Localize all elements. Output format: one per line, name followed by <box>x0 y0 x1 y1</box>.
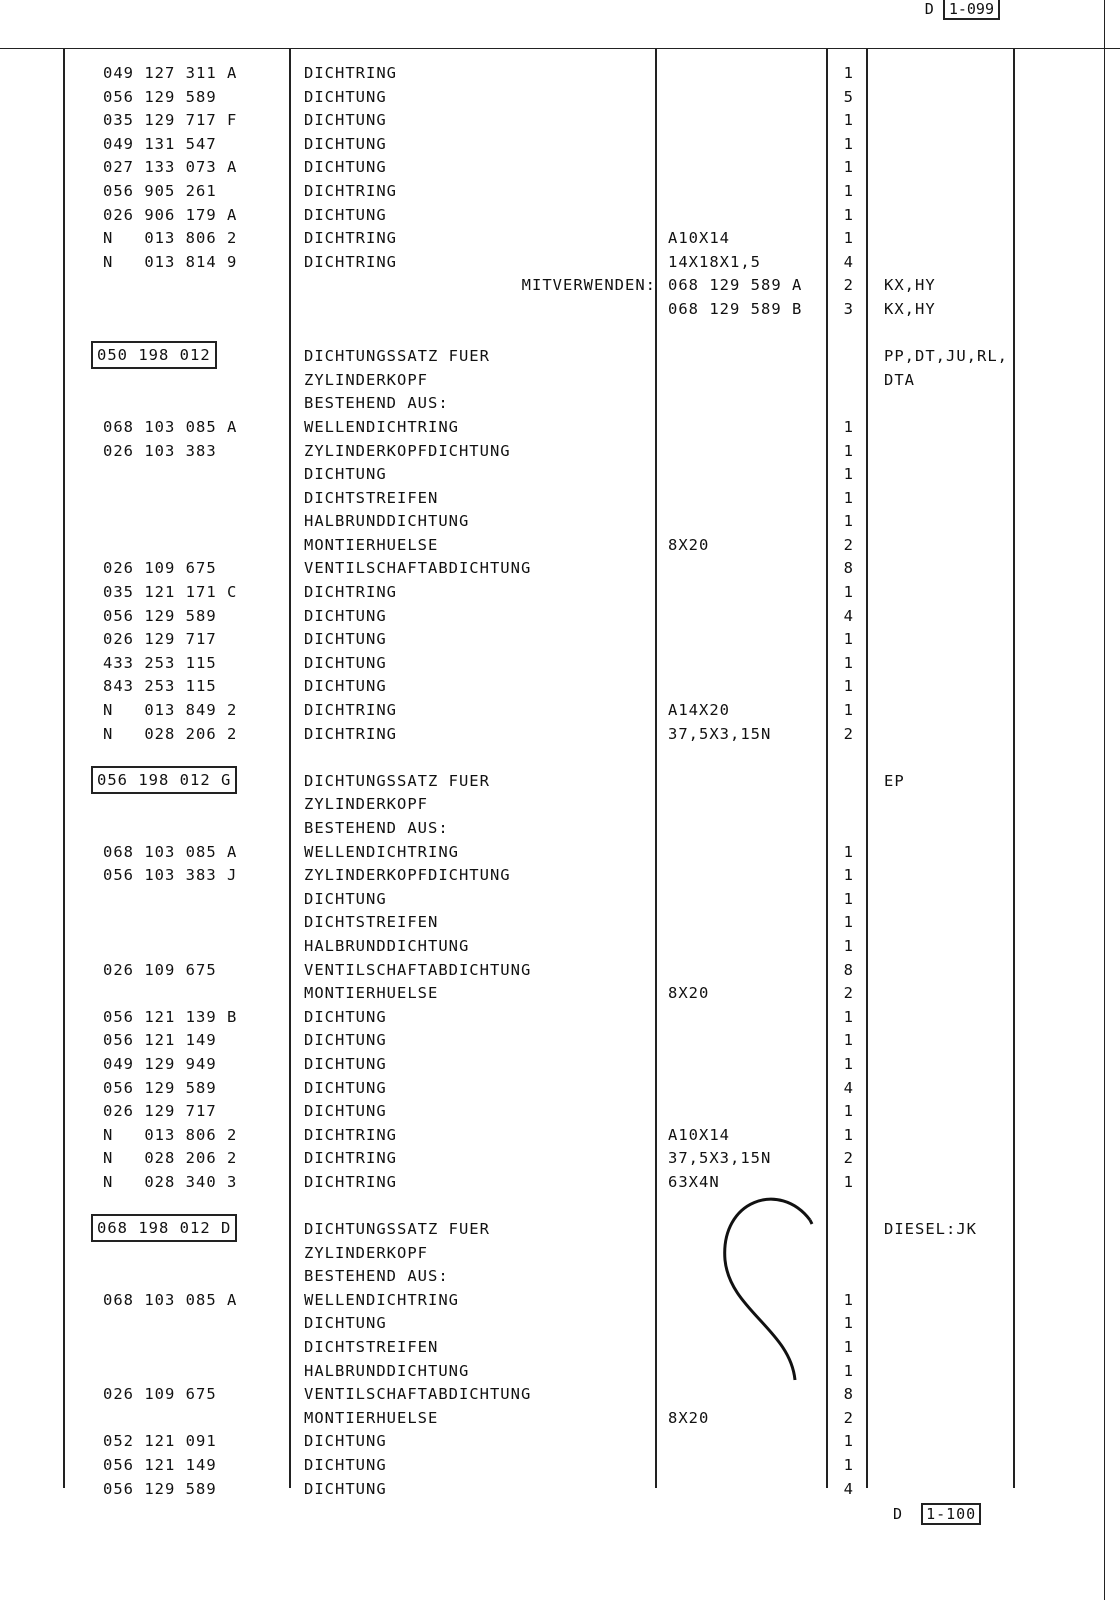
part-number: 026 906 179 A <box>103 205 238 224</box>
part-spec: 63X4N <box>668 1172 720 1191</box>
part-spec: A10X14 <box>668 229 730 248</box>
part-quantity: 1 <box>843 936 854 955</box>
table-row <box>0 1407 1120 1431</box>
part-number: 049 127 311 A <box>103 64 238 82</box>
table-row <box>0 1336 1120 1360</box>
part-description: DICHTRING <box>304 229 397 248</box>
part-quantity: 1 <box>843 1031 854 1050</box>
part-quantity: 4 <box>843 1078 854 1097</box>
part-quantity: 1 <box>843 1456 854 1475</box>
table-row <box>0 982 1120 1006</box>
part-description: DICHTUNG <box>304 677 387 696</box>
part-quantity: 1 <box>843 653 854 672</box>
part-description: DICHTUNG <box>304 1102 387 1121</box>
part-quantity: 2 <box>843 535 854 554</box>
table-row <box>0 487 1120 511</box>
part-description: ZYLINDERKOPF <box>304 795 428 814</box>
part-quantity: 1 <box>843 842 854 861</box>
table-row <box>0 1029 1120 1053</box>
table-row <box>0 581 1120 605</box>
part-quantity: 8 <box>843 960 854 979</box>
table-row <box>0 723 1120 747</box>
part-quantity: 2 <box>843 724 854 743</box>
part-number: 056 121 149 <box>103 1031 217 1050</box>
pen-scribble <box>700 1190 840 1390</box>
part-application: PP,DT,JU,RL, <box>884 347 1008 366</box>
page-footer <box>893 1505 981 1523</box>
top-rule <box>0 48 1120 49</box>
part-quantity: 8 <box>843 559 854 578</box>
part-spec: 068 129 589 B <box>668 299 803 318</box>
part-quantity: 1 <box>843 1125 854 1144</box>
part-quantity: 1 <box>843 441 854 460</box>
table-row <box>0 227 1120 251</box>
part-quantity: 2 <box>843 984 854 1003</box>
part-spec: A10X14 <box>668 1125 730 1144</box>
part-number: 056 129 589 <box>103 1479 217 1498</box>
part-description: DICHTUNG <box>304 1007 387 1026</box>
part-description: VENTILSCHAFTABDICHTUNG <box>304 559 532 578</box>
table-row <box>0 746 1120 770</box>
part-description: DICHTRING <box>304 64 397 82</box>
part-number: N 028 206 2 <box>103 724 238 743</box>
part-quantity: 5 <box>843 87 854 106</box>
table-row <box>0 534 1120 558</box>
part-number: N 013 814 9 <box>103 252 238 271</box>
table-row <box>0 699 1120 723</box>
part-quantity: 1 <box>843 1338 854 1357</box>
part-number: 433 253 115 <box>103 653 217 672</box>
part-number: 026 129 717 <box>103 630 217 649</box>
part-quantity: 1 <box>843 1054 854 1073</box>
table-row <box>0 62 1120 86</box>
part-description: DICHTUNG <box>304 606 387 625</box>
part-application: KX,HY <box>884 276 936 295</box>
part-spec: 8X20 <box>668 1408 710 1427</box>
table-row <box>0 841 1120 865</box>
part-description: DICHTRING <box>304 701 397 720</box>
part-description: HALBRUNDDICHTUNG <box>304 512 470 531</box>
part-number: 027 133 073 A <box>103 158 238 177</box>
part-quantity: 1 <box>843 512 854 531</box>
part-description: DICHTRING <box>304 1149 397 1168</box>
part-spec: 8X20 <box>668 984 710 1003</box>
part-description: DICHTUNG <box>304 889 387 908</box>
table-row <box>0 1218 1120 1242</box>
table-row <box>0 1147 1120 1171</box>
part-quantity: 1 <box>843 1172 854 1191</box>
part-quantity: 1 <box>843 630 854 649</box>
part-number: 049 131 547 <box>103 134 217 153</box>
table-row <box>0 1430 1120 1454</box>
part-quantity: 2 <box>843 1408 854 1427</box>
table-row <box>0 392 1120 416</box>
part-spec: 068 129 589 A <box>668 276 803 295</box>
part-quantity: 1 <box>843 111 854 130</box>
part-spec: 37,5X3,15N <box>668 1149 772 1168</box>
part-number: 050 198 012 <box>93 343 215 367</box>
table-row <box>0 345 1120 369</box>
part-description: DICHTUNG <box>304 1054 387 1073</box>
table-row <box>0 369 1120 393</box>
table-row <box>0 322 1120 346</box>
part-quantity: 1 <box>843 677 854 696</box>
part-number: 052 121 091 <box>103 1432 217 1451</box>
part-description: DICHTUNG <box>304 158 387 177</box>
table-row <box>0 1454 1120 1478</box>
part-number: 026 103 383 <box>103 441 217 460</box>
table-row <box>0 204 1120 228</box>
part-number: 056 121 139 B <box>103 1007 238 1026</box>
part-description: MONTIERHUELSE <box>304 984 439 1003</box>
part-description: DICHTUNGSSATZ FUER <box>304 771 490 790</box>
part-description: DICHTSTREIFEN <box>304 1338 439 1357</box>
part-description: DICHTRING <box>304 181 397 200</box>
part-number: N 028 340 3 <box>103 1172 238 1191</box>
part-quantity: 4 <box>843 1479 854 1498</box>
part-quantity: 1 <box>843 158 854 177</box>
part-description: DICHTUNG <box>304 1456 387 1475</box>
part-number: 056 121 149 <box>103 1456 217 1475</box>
part-description: DICHTUNG <box>304 630 387 649</box>
part-quantity: 1 <box>843 488 854 507</box>
part-quantity: 1 <box>843 866 854 885</box>
header-page-number: 1-099 <box>943 0 1000 20</box>
part-number: 056 905 261 <box>103 181 217 200</box>
part-number: N 013 806 2 <box>103 229 238 248</box>
part-description: MONTIERHUELSE <box>304 535 439 554</box>
table-row <box>0 911 1120 935</box>
table-row <box>0 1312 1120 1336</box>
table-row <box>0 274 1120 298</box>
table-row <box>0 180 1120 204</box>
part-number: N 013 849 2 <box>103 701 238 720</box>
part-quantity: 8 <box>843 1385 854 1404</box>
part-description: VENTILSCHAFTABDICHTUNG <box>304 960 532 979</box>
table-row <box>0 1077 1120 1101</box>
part-description: HALBRUNDDICHTUNG <box>304 1361 470 1380</box>
part-description: BESTEHEND AUS: <box>304 1267 449 1286</box>
part-number: 056 103 383 J <box>103 866 238 885</box>
part-quantity: 1 <box>843 134 854 153</box>
part-quantity: 1 <box>843 1102 854 1121</box>
part-quantity: 1 <box>843 465 854 484</box>
part-number: 068 103 085 A <box>103 417 238 436</box>
part-description: MONTIERHUELSE <box>304 1408 439 1427</box>
part-description: DICHTUNG <box>304 465 387 484</box>
part-quantity: 4 <box>843 606 854 625</box>
page-header <box>925 0 1000 18</box>
also-use-label: MITVERWENDEN: <box>521 276 656 295</box>
part-number: 049 129 949 <box>103 1054 217 1073</box>
part-application: DIESEL:JK <box>884 1220 977 1239</box>
parts-list <box>0 62 1120 1501</box>
part-quantity: 1 <box>843 181 854 200</box>
part-application: EP <box>884 771 905 790</box>
part-number: 035 129 717 F <box>103 111 238 130</box>
part-number: 056 129 589 <box>103 1078 217 1097</box>
part-description: DICHTSTREIFEN <box>304 913 439 932</box>
part-quantity: 2 <box>843 1149 854 1168</box>
part-quantity: 1 <box>843 1290 854 1309</box>
part-quantity: 1 <box>843 889 854 908</box>
table-row <box>0 1478 1120 1502</box>
part-number: 026 109 675 <box>103 1385 217 1404</box>
part-quantity: 1 <box>843 1314 854 1333</box>
part-description: DICHTUNG <box>304 87 387 106</box>
part-description: DICHTUNG <box>304 134 387 153</box>
table-row <box>0 1360 1120 1384</box>
part-description: DICHTUNG <box>304 1314 387 1333</box>
part-description: DICHTUNG <box>304 1031 387 1050</box>
part-description: DICHTUNG <box>304 1432 387 1451</box>
part-quantity: 1 <box>843 229 854 248</box>
part-description: DICHTRING <box>304 1125 397 1144</box>
part-number: N 028 206 2 <box>103 1149 238 1168</box>
table-row <box>0 675 1120 699</box>
part-quantity: 1 <box>843 583 854 602</box>
part-number: 056 129 589 <box>103 606 217 625</box>
part-description: DICHTUNG <box>304 1479 387 1498</box>
table-row <box>0 935 1120 959</box>
part-number: 056 129 589 <box>103 87 217 106</box>
part-number: 068 103 085 A <box>103 842 238 861</box>
part-description: WELLENDICHTRING <box>304 1290 459 1309</box>
part-quantity: 1 <box>843 205 854 224</box>
part-number: 026 109 675 <box>103 559 217 578</box>
table-row <box>0 133 1120 157</box>
table-row <box>0 1006 1120 1030</box>
table-row <box>0 1053 1120 1077</box>
table-row <box>0 1242 1120 1266</box>
part-quantity: 2 <box>843 276 854 295</box>
part-number: N 013 806 2 <box>103 1125 238 1144</box>
table-row <box>0 959 1120 983</box>
part-description: ZYLINDERKOPF <box>304 370 428 389</box>
table-row <box>0 298 1120 322</box>
part-description: WELLENDICHTRING <box>304 842 459 861</box>
table-row <box>0 1289 1120 1313</box>
table-row <box>0 770 1120 794</box>
part-description: VENTILSCHAFTABDICHTUNG <box>304 1385 532 1404</box>
part-quantity: 1 <box>843 417 854 436</box>
part-description: DICHTUNGSSATZ FUER <box>304 1220 490 1239</box>
part-quantity: 1 <box>843 1432 854 1451</box>
table-row <box>0 416 1120 440</box>
part-description: ZYLINDERKOPFDICHTUNG <box>304 441 511 460</box>
table-row <box>0 109 1120 133</box>
part-quantity: 1 <box>843 913 854 932</box>
table-row <box>0 251 1120 275</box>
table-row <box>0 793 1120 817</box>
table-row <box>0 510 1120 534</box>
part-spec: A14X20 <box>668 701 730 720</box>
part-number: 056 198 012 G <box>93 768 235 792</box>
table-row <box>0 1171 1120 1195</box>
part-number: 068 198 012 D <box>93 1216 235 1240</box>
table-row <box>0 888 1120 912</box>
footer-prefix: D <box>893 1505 904 1523</box>
part-number: 026 109 675 <box>103 960 217 979</box>
part-description: DICHTRING <box>304 1172 397 1191</box>
table-row <box>0 440 1120 464</box>
part-description: DICHTUNG <box>304 111 387 130</box>
part-quantity: 3 <box>843 299 854 318</box>
part-description: BESTEHEND AUS: <box>304 394 449 413</box>
part-application: DTA <box>884 370 915 389</box>
part-quantity: 1 <box>843 64 854 82</box>
table-row <box>0 156 1120 180</box>
header-prefix: D <box>924 0 934 18</box>
part-spec: 8X20 <box>668 535 710 554</box>
table-row <box>0 1100 1120 1124</box>
table-row <box>0 1195 1120 1219</box>
part-application: KX,HY <box>884 299 936 318</box>
part-number: 843 253 115 <box>103 677 217 696</box>
table-row <box>0 86 1120 110</box>
part-quantity: 1 <box>843 701 854 720</box>
table-row <box>0 652 1120 676</box>
part-description: DICHTUNG <box>304 1078 387 1097</box>
part-description: ZYLINDERKOPFDICHTUNG <box>304 866 511 885</box>
part-description: WELLENDICHTRING <box>304 417 459 436</box>
part-quantity: 4 <box>843 252 854 271</box>
table-row <box>0 1124 1120 1148</box>
part-description: ZYLINDERKOPF <box>304 1243 428 1262</box>
part-number: 068 103 085 A <box>103 1290 238 1309</box>
table-row <box>0 1265 1120 1289</box>
table-row <box>0 605 1120 629</box>
part-description: BESTEHEND AUS: <box>304 819 449 837</box>
table-row <box>0 628 1120 652</box>
part-spec: 37,5X3,15N <box>668 724 772 743</box>
part-description: DICHTRING <box>304 252 397 271</box>
table-row <box>0 463 1120 487</box>
part-number: 035 121 171 C <box>103 583 238 602</box>
part-description: DICHTUNG <box>304 653 387 672</box>
part-description: DICHTRING <box>304 583 397 602</box>
part-number: 026 129 717 <box>103 1102 217 1121</box>
part-description: HALBRUNDDICHTUNG <box>304 936 470 955</box>
part-description: DICHTUNGSSATZ FUER <box>304 347 490 366</box>
part-description: DICHTRING <box>304 724 397 743</box>
table-row <box>0 817 1120 841</box>
part-description: DICHTUNG <box>304 205 387 224</box>
part-quantity: 1 <box>843 1007 854 1026</box>
part-quantity: 1 <box>843 1361 854 1380</box>
part-spec: 14X18X1,5 <box>668 252 761 271</box>
part-description: DICHTSTREIFEN <box>304 488 439 507</box>
footer-page-number: 1-100 <box>921 1503 981 1525</box>
table-row <box>0 557 1120 581</box>
table-row <box>0 864 1120 888</box>
table-row <box>0 1383 1120 1407</box>
